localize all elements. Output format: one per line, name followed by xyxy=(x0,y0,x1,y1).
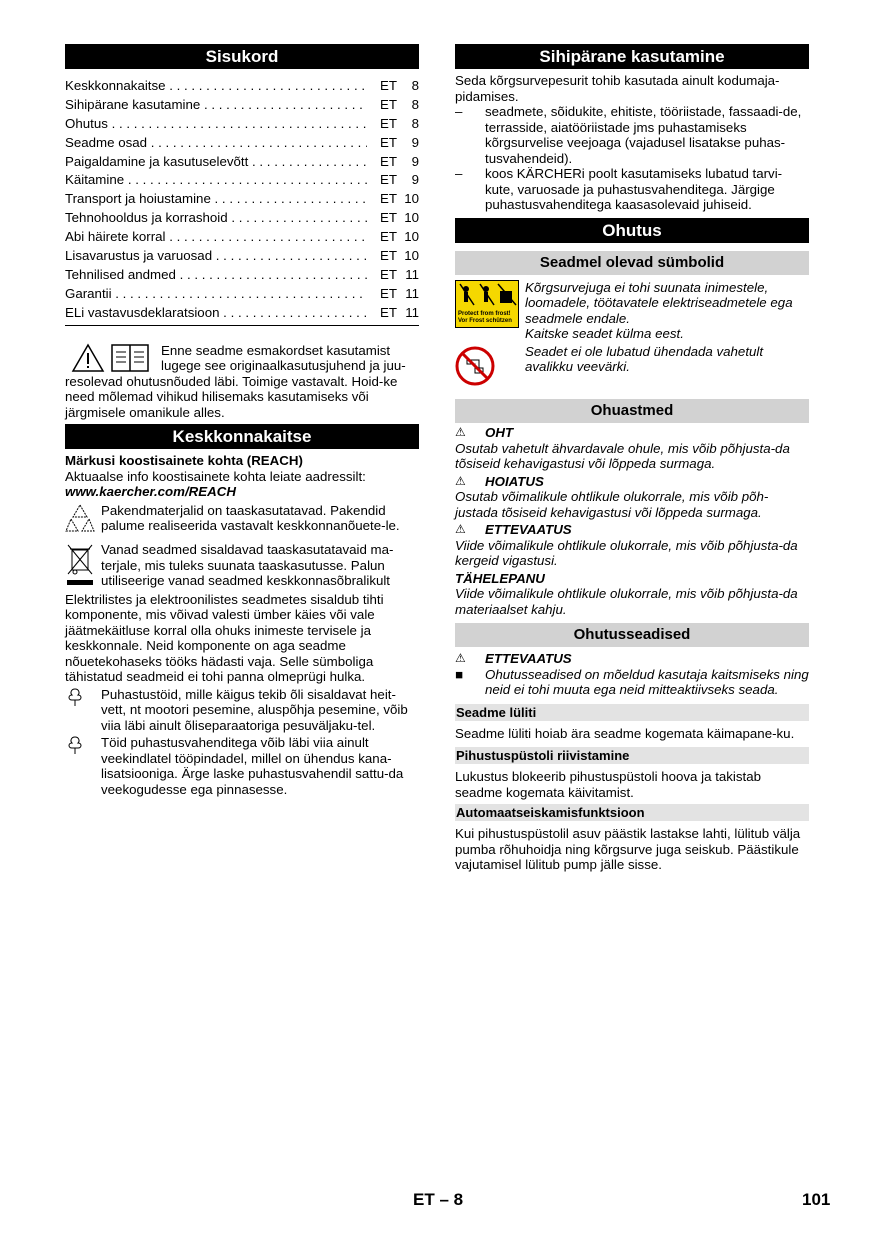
toc-entry-title: Tehnohooldus ja korrashoid . . . xyxy=(65,209,367,228)
warning-icon: ⚠ xyxy=(455,651,466,665)
auto-stop-text: Kui pihustuspüstolil asuv päästik lastakse lahti, lülitub välja pumba rõhuhoidja ning kõrgsurve juga seiskub. Päästikule vajutamisel lülitub pump jälle sisse. xyxy=(455,826,801,872)
intro-block xyxy=(65,343,419,374)
toc-entry-title: Garantii . . . xyxy=(65,285,367,304)
list-item: – seadmete, sõidukite, ehitiste, tööriistade, fassaadi-de, terrasside, aiatööriistade jms puhastamiseks kõrgsurvelise veejoaga (vajadusel lisatakse puhas-tusvahendeid). xyxy=(455,104,802,166)
reach-url-link[interactable]: www.kaercher.com/REACH xyxy=(65,484,236,500)
symbols-title: Seadmel olevad sümbolid xyxy=(455,251,809,275)
label-text-2: Vor Frost schützen xyxy=(458,317,512,324)
toc-entry-page: 10 xyxy=(404,191,419,207)
old-devices-text-cont: Elektrilistes ja elektroonilistes seadmetes sisaldub tihti komponente, mis võivad valesti ümber käies või vale jäätmekäitluse korral olla ohuks inimeste tervisele ja keskkonnale. Neid komponente on aga seadme nõuetekohaseks tööks hädasti vaja. Selle sümboliga tähistatud seadmeid ei tohi panna olmeprügi hulka. xyxy=(65,591,384,685)
hazard-level-heading: ⚠ HOIATUS xyxy=(455,473,544,489)
toc-entry-page: 10 xyxy=(404,229,419,245)
hazard-level-heading: ⚠ OHT xyxy=(455,425,514,440)
warning-icon: ⚠ xyxy=(455,473,466,488)
manual-book-icon xyxy=(110,343,150,373)
toc-entry-lang: ET xyxy=(380,153,397,169)
toc-row[interactable] xyxy=(65,96,419,115)
no-spray-pictogram-icon xyxy=(456,281,518,311)
switch-subtitle: Seadme lüliti xyxy=(455,704,809,721)
toc-row[interactable] xyxy=(65,153,419,172)
toc-entry-page: 10 xyxy=(404,210,419,226)
toc-entry-lang: ET xyxy=(380,285,397,301)
recycling-icon xyxy=(65,503,95,533)
footer-page-number: 101 xyxy=(802,1190,831,1209)
toc-entry-page: 11 xyxy=(405,285,419,301)
toc-row[interactable] xyxy=(65,209,419,228)
safety-devices-title: Ohutusseadised xyxy=(455,623,809,647)
toc-entry-lang: ET xyxy=(380,78,397,93)
notice-heading: TÄHELEPANU xyxy=(455,570,545,586)
footer-lang-page: ET – 8 xyxy=(413,1190,464,1209)
toc-entry-page: 9 xyxy=(411,134,419,150)
packaging-note xyxy=(65,503,419,537)
detergent-note xyxy=(65,735,419,797)
toc-entry-title: ELi vastavusdeklaratsioon . . . xyxy=(65,304,367,323)
toc-title: Sisukord xyxy=(65,44,419,69)
symbols-block xyxy=(455,280,809,390)
toc-entry-lang: ET xyxy=(380,304,397,320)
oil-text: Puhastustöid, mille käigus tekib õli sisaldavat heit-vett, nt mootori pesemine, aluspõhja pesemine, võib viia läbi ainult õliseparaatoriga pesuväljaku-tel. xyxy=(101,686,408,733)
toc-entry-page: 11 xyxy=(405,266,419,282)
toc-entry-lang: ET xyxy=(380,191,397,207)
hazard-level-text: Viide võimalikule ohtlikule olukorrale, mis võib põhjusta-da kergeid vigastusi. xyxy=(455,537,798,568)
symbol-2-text: Seadet ei ole lubatud ühendada vahetult avalikku veevärki. xyxy=(525,343,764,374)
toc-entry-title: Lisavarustus ja varuosad . . . xyxy=(65,247,367,266)
environment-title: Keskkonnakaitse xyxy=(65,424,419,449)
right-column xyxy=(455,44,809,873)
toc-entry-title: Käitamine . . . xyxy=(65,171,367,190)
toc-row[interactable] xyxy=(65,115,419,134)
toc-entry-lang: ET xyxy=(380,172,397,188)
toc-row[interactable] xyxy=(65,304,419,323)
toc-entry-lang: ET xyxy=(380,115,397,131)
hazard-level-text: Osutab vahetult ähvardavale ohule, mis võib põhjusta-da tõsiseid kehavigastusi või lõppeda surmaga. xyxy=(455,440,790,471)
toc-entry-page: 9 xyxy=(411,153,419,169)
crossed-bin-icon xyxy=(65,542,95,588)
intended-use-intro: Seda kõrgsurvepesurit tohib kasutada ainult kodumaja-pidamises. xyxy=(455,73,780,104)
hazard-levels-title: Ohuastmed xyxy=(455,399,809,423)
toc-entry-title: Seadme osad . . . xyxy=(65,134,367,153)
toc-divider xyxy=(65,325,419,326)
caution-heading: ⚠ ETTEVAATUS xyxy=(455,651,572,666)
list-item: ■ Ohutusseadised on mõeldud kasutaja kaitsmiseks ning neid ei tohi muuta ega neid mitteaktiivseks seada. xyxy=(455,666,809,697)
hazard-level-heading: ⚠ ETTEVAATUS xyxy=(455,522,572,537)
label-text-1: Protect from frost! xyxy=(458,310,511,317)
device-warning-label xyxy=(455,280,519,328)
intro-line-2: lugege see originaalkasutusjuhend ja juu- xyxy=(161,358,406,374)
toc-entry-title: Abi häirete korral . . . xyxy=(65,228,367,247)
toc-entry-lang: ET xyxy=(380,96,397,112)
toc-row[interactable] xyxy=(65,77,419,96)
bullet-square-icon: ■ xyxy=(455,666,464,682)
toc-row[interactable] xyxy=(65,266,419,285)
intro-text: resolevad ohutusnõuded läbi. Toimige vastavalt. Hoid-ke need mõlemad vihikud hilisemaks kasutamiseks või järgmisele omanikule alles. xyxy=(65,373,398,420)
toc-entry-lang: ET xyxy=(380,266,397,282)
switch-text: Seadme lüliti hoiab ära seadme kogemata käimapane-ku. xyxy=(455,725,795,741)
toc-entry-title: Paigaldamine ja kasutuselevõtt . . . xyxy=(65,153,367,172)
warning-triangle-icon xyxy=(71,343,105,373)
warning-icon: ⚠ xyxy=(455,522,466,536)
toc-row[interactable] xyxy=(65,247,419,266)
toc-entry-lang: ET xyxy=(380,134,397,150)
toc-entry-page: 9 xyxy=(411,172,419,188)
reach-text: Aktuaalse info koostisainete kohta leiate aadressilt: xyxy=(65,468,366,484)
toc-entry-title: Sihipärane kasutamine . . . xyxy=(65,96,367,115)
toc-entry-page: 10 xyxy=(404,248,419,264)
toc-entry-lang: ET xyxy=(380,248,397,264)
toc-row[interactable] xyxy=(65,134,419,153)
symbol-1-text: Kõrgsurvejuga ei tohi suunata inimestele, loomadele, töötavatele elektriseadmetele ega seadmele endale. xyxy=(525,279,793,326)
detergent-text: Töid puhastusvahenditega võib läbi viia ainult veekindlatel tööpindadel, millel on ühendus kana-lisatsiooniga. Ärge laske puhastusvahendil sattu-da veekogudesse ega pinnasesse. xyxy=(101,735,404,797)
toc-row[interactable] xyxy=(65,285,419,304)
toc-entry-page: 8 xyxy=(411,115,419,131)
toc-row[interactable] xyxy=(65,190,419,209)
lock-text: Lukustus blokeerib pihustuspüstoli hoova ja takistab seadme kogemata käivitamist. xyxy=(455,769,762,800)
toc-entry-lang: ET xyxy=(380,229,397,245)
oil-note xyxy=(65,687,419,734)
environment-tree-icon xyxy=(65,687,85,707)
old-devices-text: Vanad seadmed sisaldavad taaskasutatavaid ma-terjale, mis tuleks suunata taaskasutusse. Palun utiliseerige vanad seadmed keskkonnasõbralikult xyxy=(101,542,394,589)
notice-text: Viide võimalikule ohtlikule olukorrale, mis võib põhjusta-da materiaalset kahju. xyxy=(455,586,798,617)
toc-entry-page: 8 xyxy=(411,96,419,112)
intended-use-title: Sihipärane kasutamine xyxy=(455,44,809,69)
intro-line-1: Enne seadme esmakordset kasutamist xyxy=(161,342,391,358)
auto-stop-subtitle: Automaatseiskamisfunktsioon xyxy=(455,804,809,821)
toc-entry-title: Ohutus . . . xyxy=(65,115,367,134)
toc-entry-title: Transport ja hoiustamine . . . xyxy=(65,190,367,209)
lock-subtitle: Pihustuspüstoli riivistamine xyxy=(455,747,809,764)
hazard-level-text: Osutab võimalikule ohtlikule olukorrale, mis võib põh-justada tõsiseid kehavigastusi või lõppeda surmaga. xyxy=(455,489,769,520)
toc-entry-lang: ET xyxy=(380,210,397,226)
toc-row[interactable] xyxy=(65,171,419,190)
toc-row[interactable] xyxy=(65,228,419,247)
no-tap-connection-icon xyxy=(455,346,495,386)
left-column xyxy=(65,44,419,797)
list-item: – koos KÄRCHERi poolt kasutamiseks lubatud tarvi-kute, varuosade ja puhastusvahenditega. Järgige puhastusvahenditega kaasasolevaid juhiseid. xyxy=(455,166,783,212)
table-of-contents xyxy=(65,77,419,323)
environment-tree-icon-2 xyxy=(65,735,85,755)
safety-title: Ohutus xyxy=(455,218,809,243)
reach-heading: Märkusi koostisainete kohta (REACH) xyxy=(65,453,303,469)
toc-entry-title: Tehnilised andmed . . . xyxy=(65,266,367,285)
toc-entry-title: Keskkonnakaitse . . . xyxy=(65,77,367,96)
warning-icon: ⚠ xyxy=(455,425,466,439)
toc-entry-page: 11 xyxy=(405,304,419,320)
packaging-text: Pakendmaterjalid on taaskasutatavad. Pakendid palume realiseerida vastavalt keskkonnanõuete-le. xyxy=(101,502,400,534)
symbol-1-frost: Kaitske seadet külma eest. xyxy=(525,326,684,341)
old-devices-note xyxy=(65,542,419,592)
toc-entry-page: 8 xyxy=(411,78,419,93)
